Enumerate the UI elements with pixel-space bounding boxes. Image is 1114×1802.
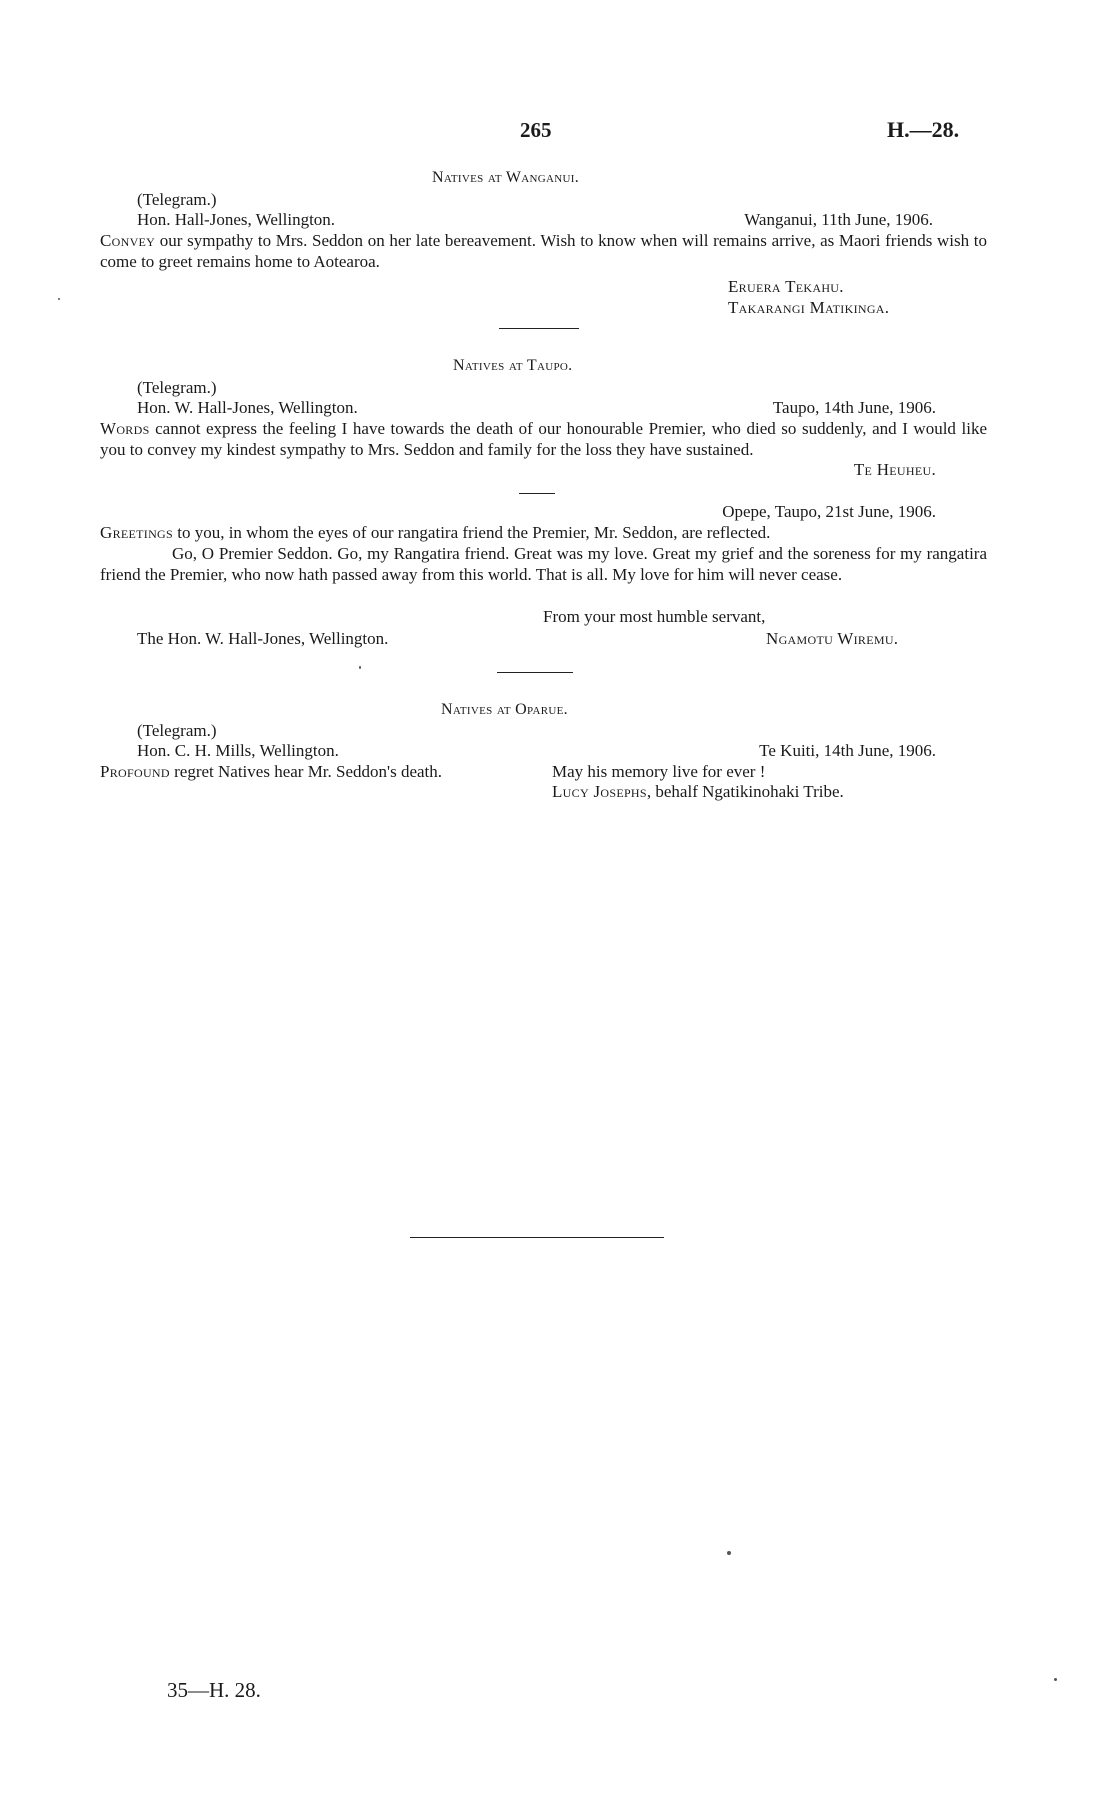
section-title-taupo: Natives at Taupo. <box>453 357 573 374</box>
end-rule <box>410 1237 664 1238</box>
signatory-name: Lucy Josephs <box>552 782 647 801</box>
section-divider <box>519 493 555 494</box>
signatory: Te Heuheu. <box>853 460 936 479</box>
letter-paragraph: Go, O Premier Seddon. Go, my Rangatira friend. Great was my love. Great my grief and the soreness for my rangatira friend the Premier, who now hath passed away from this world. That is all. My love for him will never cease. <box>100 544 987 584</box>
telegram-label: (Telegram.) <box>137 378 217 397</box>
place-date: Taupo, 14th June, 1906. <box>772 398 936 417</box>
document-reference: H.—28. <box>887 117 960 142</box>
page-number: 265 <box>520 118 552 142</box>
message-lead-word: Greetings <box>100 523 173 542</box>
letter-first-line <box>100 523 770 543</box>
message-lead-word: Profound <box>100 762 170 781</box>
signatory <box>552 782 844 802</box>
message-body <box>100 419 987 460</box>
printer-signature-mark: 35—H. 28. <box>167 1678 261 1702</box>
telegram-label: (Telegram.) <box>137 190 217 209</box>
addressee: Hon. Hall-Jones, Wellington. <box>137 210 336 229</box>
section-divider <box>499 328 579 329</box>
message-text: to you, in whom the eyes of our rangatira friend the Premier, Mr. Seddon, are reflected. <box>172 523 771 542</box>
addressee: The Hon. W. Hall-Jones, Wellington. <box>137 629 389 648</box>
place-date: Opepe, Taupo, 21st June, 1906. <box>722 502 936 521</box>
section-title-wanganui: Natives at Wanganui. <box>432 169 580 186</box>
message-lead-word: Convey <box>100 231 156 250</box>
scan-speck <box>1054 1678 1057 1681</box>
telegram-label: (Telegram.) <box>137 721 217 740</box>
section-divider <box>497 672 573 673</box>
signatory: Eruera Tekahu. <box>728 277 844 296</box>
signatory: Takarangi Matikinga. <box>728 298 890 317</box>
message-lead-word: Words <box>100 419 150 438</box>
signatory: Ngamotu Wiremu. <box>766 629 899 648</box>
message-body <box>100 762 442 782</box>
scan-speck <box>58 298 60 300</box>
addressee: Hon. W. Hall-Jones, Wellington. <box>137 398 358 417</box>
letter-closing: From your most humble servant, <box>543 607 766 626</box>
scan-speck <box>727 1551 731 1555</box>
message-text: May his memory live for ever ! <box>552 762 766 781</box>
message-text: regret Natives hear Mr. Seddon's death. <box>169 762 443 781</box>
signatory-affiliation: , behalf Ngatikinohaki Tribe. <box>646 782 844 801</box>
message-body <box>100 231 987 272</box>
message-text: cannot express the feeling I have towards the death of our honourable Premier, who died so suddenly, and I would like you to convey my kindest sympathy to Mrs. Seddon and family for the loss they have sustained. <box>100 419 987 459</box>
place-date: Wanganui, 11th June, 1906. <box>744 210 933 229</box>
place-date: Te Kuiti, 14th June, 1906. <box>759 741 936 760</box>
scan-speck <box>359 666 361 669</box>
message-text: our sympathy to Mrs. Seddon on her late bereavement. Wish to know when will remains arrive, as Maori friends wish to come to greet remains home to Aotearoa. <box>100 231 987 271</box>
addressee: Hon. C. H. Mills, Wellington. <box>137 741 339 760</box>
section-title-oparue: Natives at Oparue. <box>441 701 568 718</box>
